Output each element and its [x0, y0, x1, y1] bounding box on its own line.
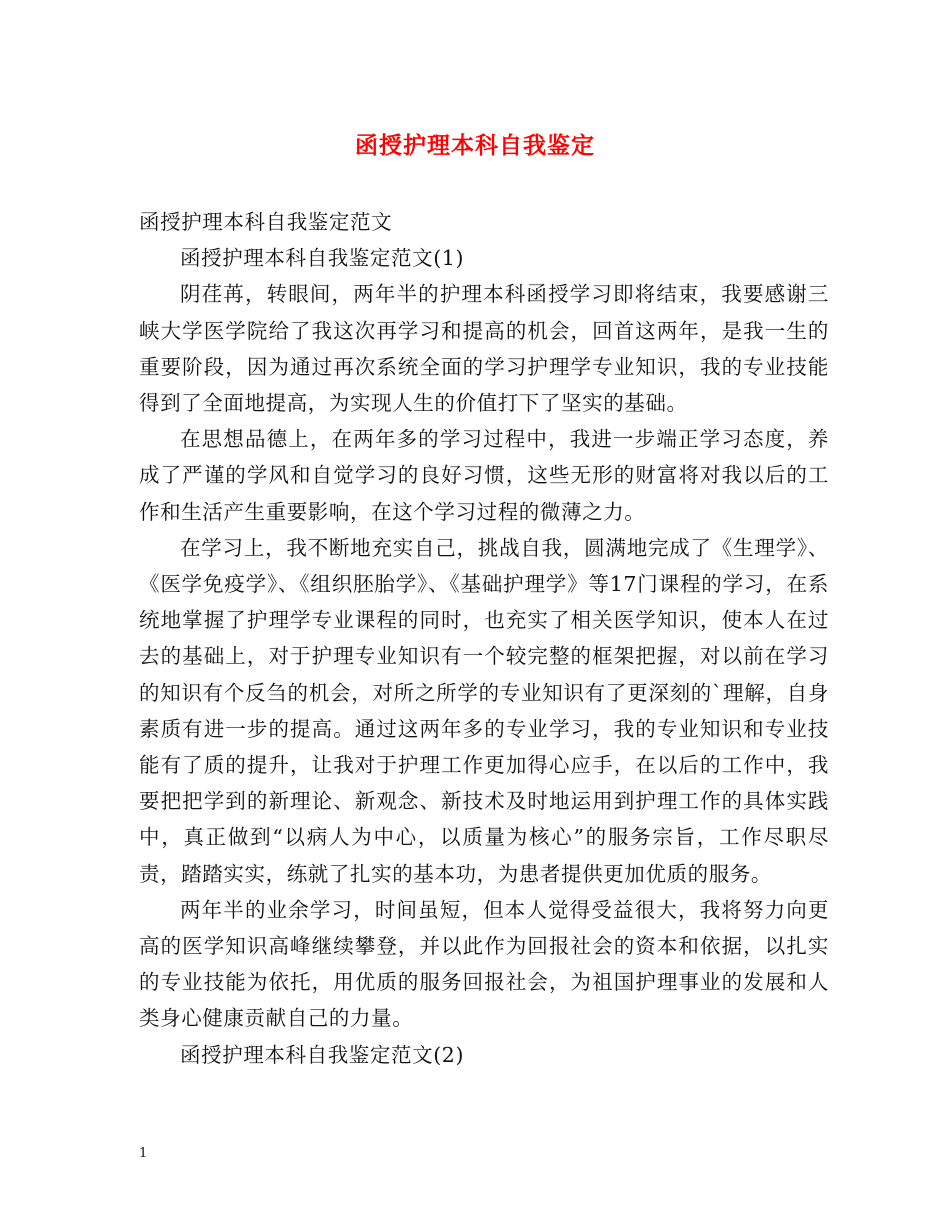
page-number: 1: [139, 1146, 148, 1161]
document-title: 函授护理本科自我鉴定: [355, 132, 595, 159]
document-heading: 函授护理本科自我鉴定范文: [139, 210, 393, 234]
section-heading-2: 函授护理本科自我鉴定范文(2): [180, 1042, 465, 1067]
paragraph-conclusion: 两年半的业余学习，时间虽短，但本人觉得受益很大，我将努力向更高的医学知识高峰继续攀登，并以此作为回报社会的资本和依据，以扎实的专业技能为依托，用优质的服务回报社会，为祖国护理事业的发展和人类身心健康贡献自己的力量。: [139, 897, 829, 1031]
section-heading-1: 函授护理本科自我鉴定范文(1): [180, 246, 465, 271]
paragraph-moral: 在思想品德上，在两年多的学习过程中，我进一步端正学习态度，养成了严谨的学风和自觉学习的良好习惯，这些无形的财富将对我以后的工作和生活产生重要影响，在这个学习过程的微薄之力。: [139, 427, 829, 524]
document-body: [139, 204, 829, 1073]
paragraph-intro: 阴荏苒，转眼间，两年半的护理本科函授学习即将结束，我要感谢三峡大学医学院给了我这次再学习和提高的机会，回首这两年，是我一生的重要阶段，因为通过再次系统全面的学习护理学专业知识，我的专业技能得到了全面地提高，为实现人生的价值打下了坚实的基础。: [139, 282, 829, 416]
paragraph-study: 在学习上，我不断地充实自己，挑战自我，圆满地完成了《生理学》、《医学免疫学》、《组织胚胎学》、《基础护理学》等17门课程的学习，在系统地掌握了护理学专业课程的同时，也充实了相关医学知识，使本人在过去的基础上，对于护理专业知识有一个较完整的框架把握，对以前在学习的知识有个反刍的机会，对所之所学的专业知识有了更深刻的`理解，自身素质有进一步的提高。通过这两年多的专业学习，我的专业知识和专业技能有了质的提升，让我对于护理工作更加得心应手，在以后的工作中，我要把把学到的新理论、新观念、新技术及时地运用到护理工作的具体实践中，真正做到“以病人为中心，以质量为核心”的服务宗旨，工作尽职尽责，踏踏实实，练就了扎实的基本功，为患者提供更加优质的服务。: [139, 535, 829, 886]
